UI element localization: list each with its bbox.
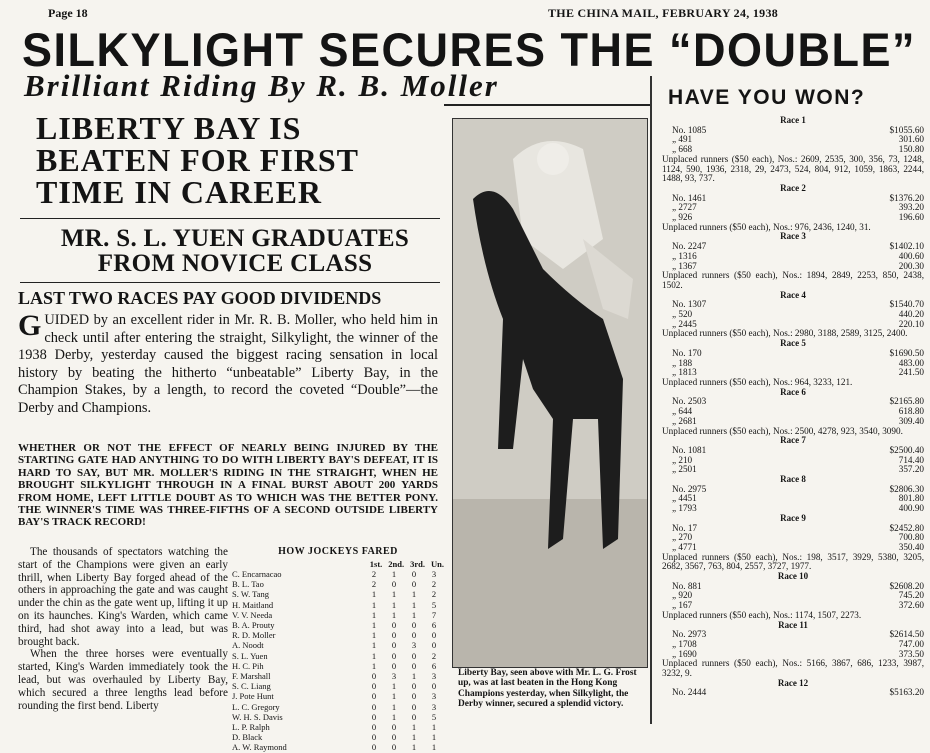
spacer bbox=[752, 310, 854, 320]
jockey-stat: 6 bbox=[431, 620, 437, 631]
ticket-number: No. 1307 bbox=[672, 299, 707, 310]
result-row bbox=[662, 533, 924, 543]
result-row bbox=[662, 194, 924, 204]
result-row bbox=[662, 203, 924, 213]
jockey-stat: 1 bbox=[371, 589, 377, 600]
spacer bbox=[752, 349, 854, 359]
story-subheadline: MR. S. L. YUEN GRADUATES FROM NOVICE CLASS bbox=[60, 225, 410, 277]
race-title: Race 1 bbox=[780, 115, 806, 125]
drop-cap: G bbox=[18, 309, 42, 342]
jockey-stat: 0 bbox=[411, 691, 417, 702]
ticket-number: No. 2247 bbox=[672, 241, 707, 252]
race-title: Race 6 bbox=[780, 386, 806, 397]
jockey-stat: 1 bbox=[371, 620, 377, 631]
result-row bbox=[662, 359, 924, 369]
jockey-stat: 0 bbox=[371, 711, 377, 722]
col-header: 2nd. bbox=[388, 559, 405, 569]
ticket-number: No. 1081 bbox=[672, 444, 707, 455]
ticket-number: No. 170 bbox=[672, 347, 702, 358]
race-title: Race 7 bbox=[780, 435, 806, 446]
jockeys-table bbox=[232, 546, 444, 753]
result-row bbox=[662, 591, 924, 601]
ticket-number: „ 2501 bbox=[672, 464, 697, 475]
ticket-number: „ 1793 bbox=[672, 503, 697, 514]
caps-paragraph: WHETHER OR NOT THE EFFECT OF NEARLY BEING INJURED BY THE STARTING GATE HAD ANYTHING TO DO WITH LIBERTY BAY'S DEFEAT, IT IS HARD TO SAY, BUT MR. MOLLER'S RIDING IN THE STRAIGHT, WHEN HE BROUGHT SILKYLIGHT THROUGH IN A FINAL BURST ABOUT 200 YARDS FROM HOME, LEFT LITTLE DOUBT AS TO WHICH WAS THE BETTER PONY. THE WINNER'S TIME WAS THREE-FIFTHS OF A SECOND OUTSIDE LIBERTY BAY'S TRACK RECORD! bbox=[18, 442, 438, 529]
dividend: $2806.30 bbox=[889, 483, 924, 494]
race-title: Race 2 bbox=[780, 182, 806, 193]
spacer bbox=[752, 446, 854, 456]
jockey-row bbox=[232, 620, 444, 630]
dividend: 196.60 bbox=[898, 212, 924, 223]
unplaced-runners: Unplaced runners ($50 each), Nos.: 1894, 2849, 2253, 850, 2438, 1502. bbox=[662, 270, 924, 290]
unplaced-runners: Unplaced runners ($50 each), Nos.: 5166, 3867, 686, 1233, 3987, 3232, 9. bbox=[662, 658, 924, 679]
page-number: Page 18 bbox=[48, 6, 88, 20]
jockey-name: A. Noodt bbox=[232, 640, 264, 651]
jockey-stat: 1 bbox=[431, 722, 437, 733]
jockey-stat: 3 bbox=[411, 640, 417, 651]
subheadline: Brilliant Riding By R. B. Moller bbox=[24, 68, 499, 103]
jockey-stat: 2 bbox=[431, 579, 437, 590]
jockey-stat: 3 bbox=[431, 671, 437, 682]
spacer bbox=[752, 630, 854, 640]
ticket-number: „ 2727 bbox=[672, 202, 697, 213]
result-row bbox=[662, 407, 924, 417]
ticket-number: No. 1461 bbox=[672, 192, 707, 203]
jockey-stat: 2 bbox=[431, 650, 437, 661]
unplaced-runners: Unplaced runners ($50 each), Nos.: 2500, 4278, 923, 3540, 3090. bbox=[662, 425, 903, 436]
result-row bbox=[662, 349, 924, 359]
dividend: $2608.20 bbox=[889, 580, 924, 591]
spacer bbox=[752, 456, 854, 466]
jockey-row bbox=[232, 640, 444, 650]
jockey-stat: 0 bbox=[431, 681, 437, 692]
dividend: 483.00 bbox=[898, 357, 924, 368]
ticket-number: „ 2681 bbox=[672, 415, 697, 426]
story-deck: LAST TWO RACES PAY GOOD DIVIDENDS bbox=[18, 288, 382, 308]
jockey-stat: 1 bbox=[391, 599, 397, 610]
ticket-number: „ 167 bbox=[672, 600, 693, 611]
spacer bbox=[752, 688, 854, 698]
jockey-stat: 0 bbox=[411, 630, 417, 641]
col-header: 3rd. bbox=[410, 559, 425, 569]
jockey-name: V. V. Needa bbox=[232, 609, 273, 620]
jockey-stat: 0 bbox=[391, 660, 397, 671]
dividend: $5163.20 bbox=[889, 687, 924, 698]
jockey-stat: 1 bbox=[371, 640, 377, 651]
dividend: 241.50 bbox=[898, 367, 924, 378]
jockey-stat: 5 bbox=[431, 599, 437, 610]
ticket-number: „ 644 bbox=[672, 406, 693, 417]
ticket-number: No. 881 bbox=[672, 580, 702, 591]
race-title: Race 9 bbox=[780, 512, 806, 523]
jockey-row bbox=[232, 712, 444, 722]
result-row bbox=[662, 582, 924, 592]
dividend: $1402.10 bbox=[889, 241, 924, 252]
jockey-stat: 0 bbox=[391, 640, 397, 651]
jockey-stat: 1 bbox=[371, 630, 377, 641]
dividend: 801.80 bbox=[898, 493, 924, 504]
result-row bbox=[662, 630, 924, 640]
jockey-stat: 0 bbox=[371, 732, 377, 743]
dividend: $2452.80 bbox=[889, 522, 924, 533]
ticket-number: „ 2445 bbox=[672, 318, 697, 329]
ticket-number: „ 520 bbox=[672, 309, 693, 320]
horse-rider-image bbox=[453, 119, 647, 667]
dividend: 440.20 bbox=[898, 309, 924, 320]
dividend: $1540.70 bbox=[889, 299, 924, 310]
divider bbox=[20, 282, 440, 283]
dividend: 309.40 bbox=[898, 415, 924, 426]
jockey-stat: 1 bbox=[371, 650, 377, 661]
jockey-stat: 1 bbox=[411, 589, 417, 600]
jockey-stat: 0 bbox=[431, 640, 437, 651]
race-title: Race 12 bbox=[777, 677, 809, 688]
result-row bbox=[662, 640, 924, 650]
jockey-stat: 0 bbox=[391, 650, 397, 661]
jockey-row bbox=[232, 589, 444, 599]
jockey-row bbox=[232, 610, 444, 620]
jockey-row bbox=[232, 651, 444, 661]
jockey-stat: 1 bbox=[411, 599, 417, 610]
result-row bbox=[662, 310, 924, 320]
result-row bbox=[662, 494, 924, 504]
jockey-stat: 0 bbox=[391, 579, 397, 590]
jockey-stat: 1 bbox=[431, 742, 437, 753]
spacer bbox=[752, 494, 854, 504]
horse-photo bbox=[452, 118, 648, 668]
jockey-row bbox=[232, 681, 444, 691]
jockey-name: S. C. Liang bbox=[232, 681, 271, 692]
jockey-stat: 3 bbox=[431, 569, 437, 579]
unplaced-runners: Unplaced runners ($50 each), Nos.: 1174, 1507, 2273. bbox=[662, 609, 862, 620]
jockey-stat: 0 bbox=[411, 681, 417, 692]
jockey-name: F. Marshall bbox=[232, 671, 271, 682]
jockey-stat: 0 bbox=[391, 742, 397, 753]
unplaced-runners: Unplaced runners ($50 each), Nos.: 976, 2436, 1240, 31. bbox=[662, 221, 871, 232]
ticket-number: No. 2503 bbox=[672, 396, 707, 407]
ticket-number: No. 17 bbox=[672, 522, 698, 533]
dividend: 393.20 bbox=[898, 202, 924, 213]
jockey-name: S. L. Yuen bbox=[232, 650, 268, 661]
result-row bbox=[662, 397, 924, 407]
jockey-stat: 0 bbox=[411, 579, 417, 590]
jockey-stat: 0 bbox=[411, 660, 417, 671]
dividend: $1690.50 bbox=[889, 347, 924, 358]
result-row bbox=[662, 242, 924, 252]
dividend: 747.00 bbox=[898, 638, 924, 649]
race-title: Race 5 bbox=[780, 338, 806, 349]
jockey-stat: 3 bbox=[431, 701, 437, 712]
race-title: Race 4 bbox=[780, 289, 806, 300]
result-row bbox=[662, 126, 924, 136]
dividend: 220.10 bbox=[898, 318, 924, 329]
jockey-stat: 0 bbox=[391, 630, 397, 641]
unplaced-runners: Unplaced runners ($50 each), Nos.: 2980, 3188, 2589, 3125, 2400. bbox=[662, 328, 908, 339]
jockey-name: D. Black bbox=[232, 732, 263, 743]
jockey-stat: 6 bbox=[431, 660, 437, 671]
dividend: 400.60 bbox=[898, 250, 924, 261]
result-row bbox=[662, 485, 924, 495]
col-header: Un. bbox=[431, 559, 444, 569]
dividend: 618.80 bbox=[898, 406, 924, 417]
dividend: 373.50 bbox=[898, 648, 924, 659]
lead-paragraph bbox=[18, 309, 438, 417]
jockey-stat: 1 bbox=[411, 671, 417, 682]
jockey-stat: 0 bbox=[411, 650, 417, 661]
ticket-number: „ 4451 bbox=[672, 493, 697, 504]
masthead: THE CHINA MAIL, FEBRUARY 24, 1938 bbox=[548, 6, 779, 20]
ticket-number: „ 188 bbox=[672, 357, 693, 368]
ticket-number: No. 1085 bbox=[672, 124, 707, 135]
jockey-stat: 0 bbox=[371, 691, 377, 702]
jockey-stat: 0 bbox=[411, 711, 417, 722]
dividend: $1055.60 bbox=[889, 124, 924, 135]
jockey-stat: 0 bbox=[431, 630, 437, 641]
jockey-stat: 0 bbox=[411, 620, 417, 631]
spacer bbox=[752, 135, 854, 145]
spacer bbox=[752, 242, 854, 252]
jockey-row bbox=[232, 630, 444, 640]
jockey-row bbox=[232, 671, 444, 681]
spacer bbox=[752, 407, 854, 417]
race-title: Race 11 bbox=[778, 619, 808, 630]
ticket-number: „ 926 bbox=[672, 212, 693, 223]
jockey-stat: 3 bbox=[391, 671, 397, 682]
spacer bbox=[752, 591, 854, 601]
dividend: 400.90 bbox=[898, 503, 924, 514]
jockey-row bbox=[232, 661, 444, 671]
jockeys-table-header bbox=[232, 559, 444, 569]
jockey-stat: 2 bbox=[371, 579, 377, 590]
jockey-stat: 0 bbox=[391, 620, 397, 631]
ticket-number: „ 1316 bbox=[672, 250, 697, 261]
dividend: 301.60 bbox=[898, 134, 924, 145]
ticket-number: „ 1367 bbox=[672, 260, 697, 271]
ticket-number: „ 1813 bbox=[672, 367, 697, 378]
jockey-stat: 2 bbox=[431, 589, 437, 600]
ticket-number: „ 270 bbox=[672, 532, 693, 543]
ticket-number: „ 1708 bbox=[672, 638, 697, 649]
dividend: 350.40 bbox=[898, 541, 924, 552]
dividend: $1376.20 bbox=[889, 192, 924, 203]
unplaced-runners: Unplaced runners ($50 each), Nos.: 964, 3233, 121. bbox=[662, 376, 853, 387]
jockey-name: A. W. Raymond bbox=[232, 742, 287, 753]
dividend: $2165.80 bbox=[889, 396, 924, 407]
result-row bbox=[662, 456, 924, 466]
jockey-row bbox=[232, 732, 444, 742]
race-title: Race 10 bbox=[777, 571, 809, 582]
ticket-number: „ 210 bbox=[672, 454, 693, 465]
jockey-stat: 1 bbox=[391, 691, 397, 702]
spacer bbox=[752, 397, 854, 407]
race-title: Race 8 bbox=[780, 474, 806, 485]
result-row bbox=[662, 252, 924, 262]
dividend: $2500.40 bbox=[889, 444, 924, 455]
jockey-stat: 1 bbox=[391, 711, 397, 722]
ticket-number: „ 4771 bbox=[672, 541, 697, 552]
main-headline: SILKYLIGHT SECURES THE “DOUBLE” bbox=[22, 22, 917, 77]
story-headline: LIBERTY BAY IS BEATEN FOR FIRST TIME IN CAREER bbox=[36, 110, 359, 210]
col-header: 1st. bbox=[369, 559, 383, 569]
jockey-name: B. A. Prouty bbox=[232, 620, 275, 631]
jockey-stat: 0 bbox=[371, 742, 377, 753]
dividend: 372.60 bbox=[898, 600, 924, 611]
jockey-name: L. P. Ralph bbox=[232, 722, 270, 733]
jockey-name: J. Pote Hunt bbox=[232, 691, 274, 702]
jockey-stat: 0 bbox=[371, 701, 377, 712]
ticket-number: „ 491 bbox=[672, 134, 693, 145]
unplaced-runners: Unplaced runners ($50 each), Nos.: 198, 3517, 3929, 5380, 3205, 2682, 3567, 763, 804, 2557, 3727, 1977. bbox=[662, 551, 924, 572]
divider bbox=[20, 218, 440, 219]
jockey-stat: 0 bbox=[371, 681, 377, 692]
ticket-number: „ 1690 bbox=[672, 648, 697, 659]
spacer bbox=[752, 359, 854, 369]
dividend: $2614.50 bbox=[889, 629, 924, 640]
jockey-stat: 0 bbox=[411, 569, 417, 579]
dividend: 357.20 bbox=[898, 464, 924, 475]
jockey-stat: 1 bbox=[391, 569, 397, 579]
jockey-stat: 1 bbox=[411, 732, 417, 743]
body-paragraph: The thousands of spectators watching the start of the Champions were given an early thrill, when Liberty Bay forged ahead of the others in approaching the gate and was caught under the chin as the gate went up, lifting it up on its haunches. King's Warden, which came third, had shot away into a lead, but was brought back. bbox=[18, 546, 228, 648]
jockey-stat: 1 bbox=[391, 681, 397, 692]
spacer bbox=[752, 533, 854, 543]
race-title: Race 3 bbox=[780, 231, 806, 242]
jockey-stat: 1 bbox=[371, 660, 377, 671]
jockey-stat: 5 bbox=[431, 711, 437, 722]
jockeys-rows bbox=[232, 569, 444, 753]
spacer bbox=[752, 300, 854, 310]
jockey-stat: 1 bbox=[411, 609, 417, 620]
spacer bbox=[752, 582, 854, 592]
jockey-stat: 1 bbox=[371, 609, 377, 620]
jockey-row bbox=[232, 702, 444, 712]
jockey-stat: 0 bbox=[371, 671, 377, 682]
jockey-stat: 1 bbox=[411, 722, 417, 733]
jockey-name: R. D. Moller bbox=[232, 630, 276, 641]
jockey-row bbox=[232, 691, 444, 701]
jockey-stat: 1 bbox=[391, 609, 397, 620]
jockey-stat: 7 bbox=[431, 609, 437, 620]
dividend: 200.30 bbox=[898, 260, 924, 271]
ticket-number: „ 920 bbox=[672, 590, 693, 601]
jockey-stat: 2 bbox=[371, 569, 377, 579]
result-row bbox=[662, 135, 924, 145]
dividend: 700.80 bbox=[898, 532, 924, 543]
spacer bbox=[752, 524, 854, 534]
body-paragraph: When the three horses were eventually started, King's Warden immediately took the lead, but was overhauled by Liberty Bay, which secured a three lengths lead before rounding the first bend. Liberty bbox=[18, 648, 228, 712]
jockey-row bbox=[232, 579, 444, 589]
ticket-number: No. 2973 bbox=[672, 629, 707, 640]
spacer bbox=[752, 640, 854, 650]
jockey-stat: 0 bbox=[391, 722, 397, 733]
jockey-name: H. C. Pih bbox=[232, 660, 264, 671]
photo-caption: Liberty Bay, seen above with Mr. L. G. Frost up, was at last beaten in the Hong Kong Champions yesterday, when Silkylight, the Derby winner, secured a splendid victory. bbox=[458, 668, 637, 710]
dividend: 745.20 bbox=[898, 590, 924, 601]
jockey-name: H. Maitland bbox=[232, 599, 274, 610]
jockey-stat: 1 bbox=[391, 701, 397, 712]
spacer bbox=[752, 203, 854, 213]
jockeys-table-title: HOW JOCKEYS FARED bbox=[278, 546, 398, 557]
spacer bbox=[752, 126, 854, 136]
result-row bbox=[662, 300, 924, 310]
spacer bbox=[752, 252, 854, 262]
jockey-name: C. Encarnacao bbox=[232, 569, 282, 579]
jockey-stat: 0 bbox=[391, 732, 397, 743]
jockey-row bbox=[232, 742, 444, 752]
dividend: 714.40 bbox=[898, 454, 924, 465]
result-row bbox=[662, 524, 924, 534]
spacer bbox=[752, 485, 854, 495]
ticket-number: No. 2444 bbox=[672, 687, 707, 698]
jockey-name: W. H. S. Davis bbox=[232, 711, 283, 722]
jockey-stat: 1 bbox=[411, 742, 417, 753]
jockey-stat: 3 bbox=[431, 691, 437, 702]
results-title: HAVE YOU WON? bbox=[668, 86, 866, 109]
dividend: 150.80 bbox=[898, 144, 924, 155]
jockey-row bbox=[232, 569, 444, 579]
jockey-stat: 0 bbox=[371, 722, 377, 733]
spacer bbox=[752, 194, 854, 204]
jockey-name: L. C. Gregory bbox=[232, 701, 280, 712]
column-divider bbox=[650, 76, 652, 724]
jockey-stat: 1 bbox=[371, 599, 377, 610]
divider bbox=[444, 104, 650, 106]
race-results bbox=[662, 116, 924, 698]
jockey-row bbox=[232, 600, 444, 610]
ticket-number: „ 668 bbox=[672, 144, 693, 155]
lead-text: UIDED by an excellent rider in Mr. R. B. Moller, who held him in check until after entering the straight, Silkylight, the winner of the 1938 Derby, yesterday caused the biggest racing sensation in local history by beating the hitherto “unbeatable” Liberty Bay, in the Champion Stakes, by a length, to record the coveted “Double”—the Derby and Champions. bbox=[18, 312, 438, 416]
jockey-stat: 1 bbox=[391, 589, 397, 600]
jockey-name: B. L. Tao bbox=[232, 579, 264, 590]
jockey-stat: 1 bbox=[431, 732, 437, 743]
result-row bbox=[662, 688, 924, 698]
ticket-number: No. 2975 bbox=[672, 483, 707, 494]
jockey-name: S. W. Tang bbox=[232, 589, 270, 600]
jockey-stat: 0 bbox=[411, 701, 417, 712]
unplaced-runners: Unplaced runners ($50 each), Nos.: 2609, 2535, 300, 356, 73, 1248, 1124, 590, 1936, 2318, 29, 2473, 524, 804, 912, 1059, 1863, 2244, 1488, 93, 737. bbox=[662, 153, 924, 184]
result-row bbox=[662, 446, 924, 456]
body-column bbox=[18, 546, 228, 712]
